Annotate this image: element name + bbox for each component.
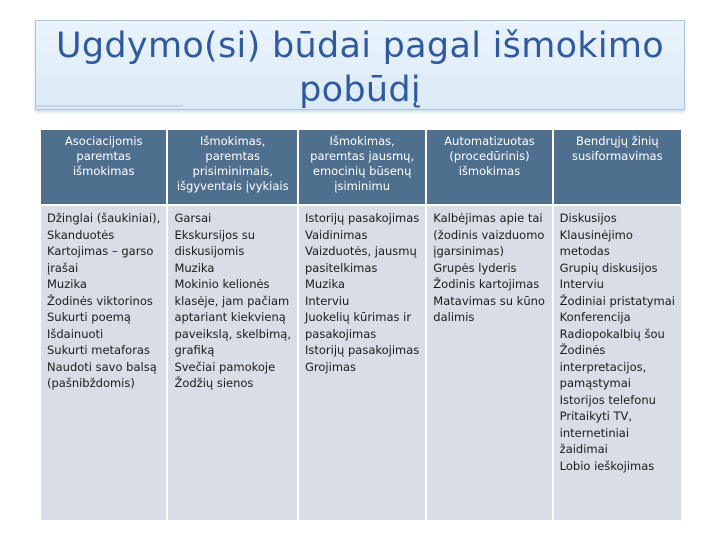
list-item: Muzika — [305, 277, 345, 291]
header-episodic — [168, 130, 297, 204]
list-item: Klausinėjimo — [559, 227, 633, 242]
list-item: Naudoti savo balsą — [47, 359, 157, 374]
list-item: Konferencija — [559, 310, 631, 324]
list-item: Istorijų pasakojimas — [305, 343, 420, 357]
list-item: Radiopokalbių šou — [559, 326, 665, 341]
header-text: paremtas — [205, 149, 261, 163]
list-item: Ekskursijos su — [174, 227, 256, 242]
list-item: pasakojimas — [305, 326, 377, 341]
header-text: paremtas — [76, 149, 132, 163]
header-text: emocinių būsenų — [312, 164, 412, 178]
list-item: Matavimas su kūno — [433, 293, 545, 308]
list-item: Išdainuoti — [47, 326, 104, 341]
list-item: internetiniai — [559, 425, 630, 440]
list-item: diskusijomis — [174, 244, 245, 258]
header-text: Išmokimas, — [329, 134, 395, 148]
title-line-1: Ugdymo(si) būdai pagal išmokimo — [55, 26, 665, 66]
header-text: paremtas jausmų, — [310, 149, 415, 163]
list-item: Žodiniai pristatymai — [559, 293, 675, 308]
list-item: Žodžių sienos — [174, 376, 254, 390]
header-text: Automatizuotas — [444, 134, 535, 148]
header-text: (procedūrinis) — [449, 149, 530, 163]
list-item: Vaidinimas — [305, 227, 368, 242]
list-item: pamąstymai — [559, 376, 632, 390]
list-item: Svečiai pamokoje — [174, 359, 276, 374]
cell-associative — [41, 206, 166, 520]
list-item: Žodinis kartojimas — [433, 277, 540, 291]
list-item: Muzika — [47, 277, 87, 291]
list-item: Muzika — [174, 260, 215, 275]
list-item: Juokelių kūrimas ir — [305, 310, 412, 324]
list-item: pasitelkimas — [305, 260, 378, 275]
header-text: susiformavimas — [572, 149, 663, 163]
list-item: Žodinės viktorinos — [47, 293, 153, 308]
header-text: prisiminimais, — [192, 164, 273, 178]
list-item: Sukurti metaforas — [47, 343, 150, 357]
header-associative — [41, 130, 166, 204]
title-line-2: pobūdį — [299, 70, 421, 110]
header-text: Bendrųjų žinių — [575, 134, 659, 148]
list-item: Džinglai (šaukiniai), — [47, 211, 161, 225]
list-item: įgarsinimas) — [433, 244, 504, 258]
list-item: Kalbėjimas apie tai — [433, 211, 543, 225]
list-item: Mokinio kelionės — [174, 277, 270, 291]
header-text: Išmokimas, — [200, 134, 266, 148]
list-item: (pašnibždomis) — [47, 376, 135, 390]
list-item: Grupės lyderis — [433, 260, 517, 275]
list-item: dalimis — [433, 310, 475, 324]
list-item: Žodinės — [559, 343, 606, 357]
list-item: įrašai — [47, 260, 79, 275]
list-item: Pritaikyti TV, — [559, 409, 633, 423]
header-emotional — [299, 130, 425, 204]
slide-title — [35, 24, 685, 112]
header-procedural — [427, 130, 551, 204]
cell-episodic — [168, 206, 297, 520]
header-text: išmokimas — [458, 164, 521, 178]
cell-procedural — [427, 206, 551, 520]
cell-general-knowledge — [554, 206, 681, 520]
list-item: grafiką — [174, 343, 215, 357]
list-item: Istorijos telefonu — [559, 392, 656, 407]
table-row — [41, 206, 681, 520]
cell-emotional — [299, 206, 425, 520]
list-item: Vaizduotės, jausmų — [305, 244, 417, 258]
list-item: žaidimai — [559, 442, 608, 456]
list-item: Diskusijos — [559, 211, 617, 225]
header-text: įsiminimu — [334, 179, 391, 193]
list-item: metodas — [559, 244, 610, 258]
list-item: Grojimas — [305, 359, 357, 374]
list-item: paveikslą, skelbimą, — [174, 326, 291, 341]
list-item: Skanduotės — [47, 227, 115, 242]
header-text: išmokimas — [72, 164, 135, 178]
list-item: Kartojimas – garso — [47, 244, 154, 258]
list-item: Istorijų pasakojimas — [305, 211, 420, 225]
list-item: Garsai — [174, 211, 212, 225]
list-item: Lobio ieškojimas — [559, 458, 655, 473]
list-item: klasėje, jam pačiam — [174, 293, 290, 308]
list-item: Interviu — [559, 277, 604, 291]
list-item: Sukurti poemą — [47, 310, 131, 324]
list-item: Grupių diskusijos — [559, 260, 658, 275]
list-item: aptariant kiekvieną — [174, 310, 286, 324]
methods-table — [39, 128, 683, 522]
list-item: interpretacijos, — [559, 359, 647, 374]
header-text: išgyventais įvykiais — [176, 179, 289, 193]
list-item: (žodinis vaizduomo — [433, 227, 545, 242]
header-general-knowledge — [554, 130, 681, 204]
header-text: Asociacijomis — [64, 134, 143, 148]
list-item: Interviu — [305, 293, 350, 308]
header-row — [41, 130, 681, 204]
